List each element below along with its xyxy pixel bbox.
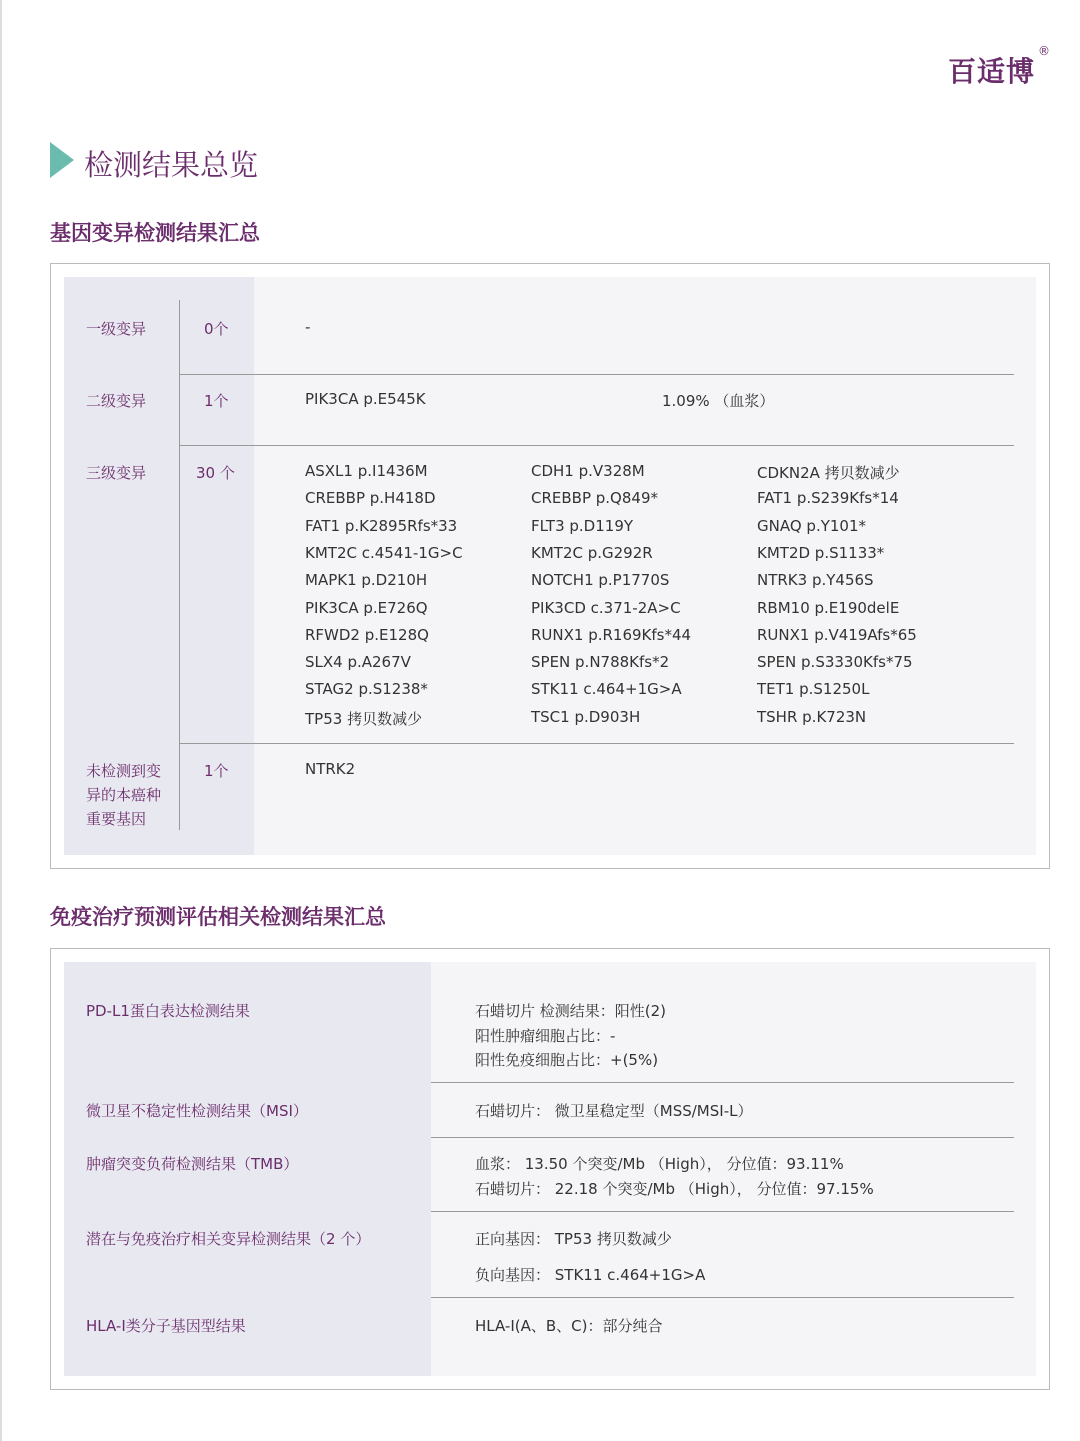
variant-item: RBM10 p.E190delE [757,598,900,617]
divider [179,743,1014,744]
divider [179,445,1014,446]
variant-item: FLT3 p.D119Y [531,516,634,535]
immuno-result: 血浆： 13.50 个突变/Mb （High）， 分位值：93.11% [475,1155,844,1173]
page-title: 检测结果总览 [84,148,259,182]
variant-item: RUNX1 p.V419Afs*65 [757,625,917,644]
variant-item: FAT1 p.K2895Rfs*33 [305,516,458,535]
variant-item: NOTCH1 p.P1770S [531,571,670,590]
divider [431,1137,1014,1138]
variant-item: CDKN2A 拷贝数减少 [757,464,900,482]
variant-item: TSHR p.K723N [757,707,867,726]
variant-level-label: 三级变异 [86,464,147,482]
arrow-icon [50,142,74,178]
immuno-result: 石蜡切片： 22.18 个突变/Mb （High）， 分位值：97.15% [475,1180,874,1198]
variant-count: 30 个 [196,464,235,482]
variant-item: CREBBP p.Q849* [531,489,658,508]
immuno-label: HLA-I类分子基因型结果 [86,1317,246,1335]
variant-item: TP53 拷贝数减少 [305,709,423,728]
registered-mark: ® [1038,44,1050,58]
immuno-label: PD-L1蛋白表达检测结果 [86,1002,250,1020]
variant-level-label: 未检测到变 [86,762,162,780]
variant-count: 1个 [204,392,229,410]
immuno-label: 微卫星不稳定性检测结果（MSI） [86,1102,308,1120]
gene-variant-table [50,263,1050,869]
immuno-result: 负向基因： STK11 c.464+1G>A [475,1266,706,1284]
variant-level-label: 二级变异 [86,392,147,410]
section-title-gene: 基因变异检测结果汇总 [50,221,260,245]
immuno-label: 肿瘤突变负荷检测结果（TMB） [86,1155,299,1173]
divider [431,1297,1014,1298]
variant-level-label: 异的本癌种 [86,786,162,804]
immuno-label: 潜在与免疫治疗相关变异检测结果（2 个） [86,1230,371,1248]
variant-item: RUNX1 p.R169Kfs*44 [531,625,692,644]
variant-item: ASXL1 p.I1436M [305,462,428,480]
variant-item: TSC1 p.D903H [531,707,641,726]
variant-value: - [305,318,311,336]
divider [179,374,1014,375]
section-title-immuno: 免疫治疗预测评估相关检测结果汇总 [50,905,386,929]
variant-level-label: 重要基因 [86,810,147,828]
variant-item: PIK3CD c.371-2A>C [531,598,681,617]
variant-item: CREBBP p.H418D [305,489,436,508]
variant-item: MAPK1 p.D210H [305,571,428,590]
variant-item: PIK3CA p.E726Q [305,598,428,617]
page-edge [0,0,2,1441]
variant-item: KMT2D p.S1133* [757,543,885,562]
variant-item: KMT2C p.G292R [531,543,653,562]
immuno-result: 正向基因： TP53 拷贝数减少 [475,1230,672,1248]
immuno-result: 阳性免疫细胞占比：+(5%) [475,1051,659,1069]
variant-item: NTRK3 p.Y456S [757,571,874,590]
variant-item: SLX4 p.A267V [305,653,411,672]
variant-item: GNAQ p.Y101* [757,516,866,535]
divider [179,300,180,830]
variant-item: KMT2C c.4541-1G>C [305,543,463,562]
immuno-result: 石蜡切片： 微卫星稳定型（MSS/MSI-L） [475,1102,753,1120]
variant-item: SPEN p.N788Kfs*2 [531,653,670,672]
variant-count: 0个 [204,320,229,338]
variant-item: STAG2 p.S1238* [305,680,428,699]
variant-count: 1个 [204,762,229,780]
divider [431,1211,1014,1212]
variant-frequency: 1.09% （血浆） [662,392,775,410]
variant-item: SPEN p.S3330Kfs*75 [757,653,913,672]
variant-item: CDH1 p.V328M [531,462,645,480]
immuno-result: 阳性肿瘤细胞占比：- [475,1027,616,1045]
variant-item: FAT1 p.S239Kfs*14 [757,489,899,508]
divider [431,1082,1014,1083]
variant-value: PIK3CA p.E545K [305,390,426,408]
variant-item: STK11 c.464+1G>A [531,680,682,699]
immuno-result: HLA-I(A、B、C)：部分纯合 [475,1317,663,1335]
variant-item: RFWD2 p.E128Q [305,625,429,644]
variant-item: TET1 p.S1250L [757,680,870,699]
immuno-result: 石蜡切片 检测结果：阳性(2) [475,1002,667,1020]
variant-value: NTRK2 [305,760,356,778]
variant-level-label: 一级变异 [86,320,147,338]
brand-logo: 百适博 [948,55,1036,88]
